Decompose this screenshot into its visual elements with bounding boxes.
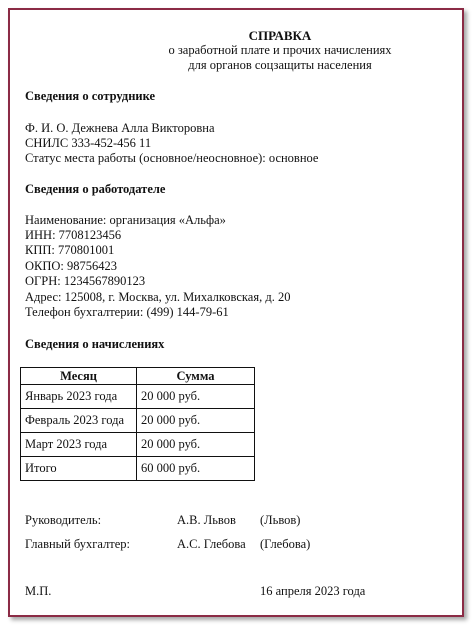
head-name: А.В. Львов bbox=[177, 513, 236, 527]
table-row bbox=[21, 409, 255, 433]
document-subtitle-2: для органов соцзащиты населения bbox=[188, 58, 372, 72]
employer-heading: Сведения о работодателе bbox=[25, 182, 166, 196]
employee-fio: Ф. И. О. Дежнева Алла Викторовна bbox=[25, 121, 215, 135]
employer-kpp: КПП: 770801001 bbox=[25, 243, 115, 257]
employer-phone: Телефон бухгалтерии: (499) 144-79-61 bbox=[25, 305, 229, 319]
chief-accountant-label: Главный бухгалтер: bbox=[25, 537, 131, 551]
column-header-sum: Сумма bbox=[137, 368, 255, 385]
employer-okpo: ОКПО: 98756423 bbox=[25, 259, 118, 273]
employer-ogrn: ОГРН: 1234567890123 bbox=[25, 274, 146, 288]
document-date: 16 апреля 2023 года bbox=[260, 584, 366, 598]
table-cell-month: Январь 2023 года bbox=[21, 385, 137, 409]
head-signature: (Львов) bbox=[260, 513, 301, 527]
head-label: Руководитель: bbox=[25, 513, 102, 527]
employee-status: Статус места работы (основное/неосновное): основное bbox=[25, 151, 319, 165]
employer-name: Наименование: организация «Альфа» bbox=[25, 213, 226, 227]
table-cell-month: Март 2023 года bbox=[21, 433, 137, 457]
table-header-row bbox=[21, 368, 255, 385]
chief-accountant-signature: (Глебова) bbox=[260, 537, 311, 551]
column-header-month: Месяц bbox=[21, 368, 137, 385]
table-cell-month: Февраль 2023 года bbox=[21, 409, 137, 433]
document-subtitle-1: о заработной плате и прочих начислениях bbox=[168, 43, 392, 57]
accruals-table bbox=[20, 367, 255, 481]
table-cell-sum: 20 000 руб. bbox=[137, 385, 255, 409]
table-row bbox=[21, 433, 255, 457]
employee-snils: СНИЛС 333-452-456 11 bbox=[25, 136, 152, 150]
table-cell-sum: 20 000 руб. bbox=[137, 409, 255, 433]
table-cell-month: Итого bbox=[21, 457, 137, 481]
table-row bbox=[21, 385, 255, 409]
employer-inn: ИНН: 7708123456 bbox=[25, 228, 122, 242]
document-title: СПРАВКА bbox=[248, 28, 312, 43]
employee-heading: Сведения о сотруднике bbox=[25, 89, 156, 103]
table-cell-sum: 20 000 руб. bbox=[137, 433, 255, 457]
accruals-heading: Сведения о начислениях bbox=[25, 337, 165, 351]
stamp-placeholder: М.П. bbox=[25, 584, 52, 598]
table-row bbox=[21, 457, 255, 481]
chief-accountant-name: А.С. Глебова bbox=[177, 537, 246, 551]
employer-address: Адрес: 125008, г. Москва, ул. Михалковская, д. 20 bbox=[25, 290, 291, 304]
table-cell-sum: 60 000 руб. bbox=[137, 457, 255, 481]
